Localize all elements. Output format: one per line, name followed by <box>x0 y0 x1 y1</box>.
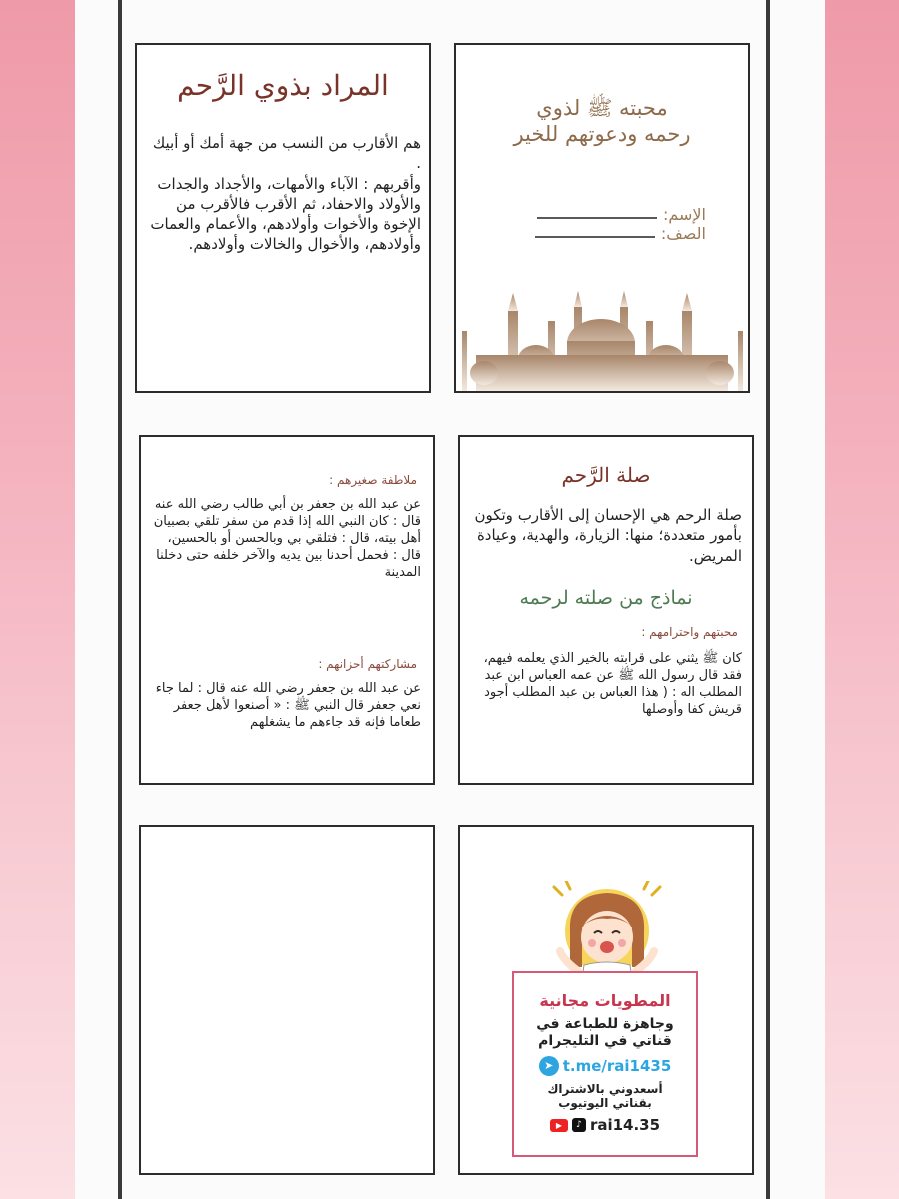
meaning-panel <box>135 43 431 393</box>
student-fields <box>535 205 706 243</box>
grief-text: عن عبد الله بن جعفر رضي الله عنه قال : لما جاء نعي جعفر قال النبي ﷺ : « أصنعوا لأهل جعفر طعاما فإنه قد جاءهم ما يشغلهم <box>155 681 421 730</box>
left-border-line <box>118 0 122 1199</box>
youtube-text <box>514 1082 696 1111</box>
cover-title-line1: محبته ﷺ لذوي <box>536 96 668 120</box>
empty-panel <box>139 825 435 1175</box>
telegram-link[interactable] <box>514 1056 696 1076</box>
meaning-paragraph-2: وأقربهم : الآباء والأمهات، والأجداد والجدات والأولاد والاحفاد، ثم الأقرب فالأقرب من الإخوة والأخوات وأولادهم، والأعمام والعمات وأولادهم، والأخوال والخالات وأولادهم. <box>150 174 421 254</box>
promo-panel <box>458 825 754 1175</box>
kids-label: ملاطفة صغيرهم : <box>329 473 417 487</box>
promo-line-3: أسعدوني بالاشتراك <box>547 1081 663 1096</box>
name-field <box>535 205 706 224</box>
grief-label: مشاركتهم أحزانهم : <box>318 657 417 671</box>
mosque-silhouette-icon <box>456 281 748 391</box>
promo-box <box>512 971 698 1157</box>
silat-panel <box>458 435 754 785</box>
promo-line-1: وجاهزة للطباعة في <box>536 1016 674 1032</box>
promo-line-4: بقناتي اليوتيوب <box>558 1095 652 1110</box>
right-border-line <box>766 0 770 1199</box>
love-label: محبتهم واحترامهم : <box>641 625 738 639</box>
cover-title-line2: رحمه ودعوتهم للخير <box>513 122 691 147</box>
meaning-body <box>145 133 421 255</box>
silat-title: صلة الرَّحم <box>561 463 651 487</box>
youtube-icon: ▶ <box>550 1119 568 1132</box>
kids-panel <box>139 435 435 785</box>
cover-panel <box>454 43 750 393</box>
kids-text: عن عبد الله بن جعفر بن أبي طالب رضي الله عنه قال : كان النبي الله إذا قدم من سفر تلقي بصبيان أهل بيته، قال : فتلقي بي وبالحسن أو بالحسين، قال : فحمل أحدنا بين يديه والآخر خلفه حتى دخلنا المدينة <box>153 497 421 580</box>
meaning-paragraph-1: هم الأقارب من النسب من جهة أمك أو أبيك . <box>152 134 421 173</box>
examples-title: نماذج من صلته لرحمه <box>519 587 693 609</box>
telegram-icon: ➤ <box>539 1056 559 1076</box>
telegram-text <box>514 1016 696 1050</box>
meaning-title: المراد بذوي الرَّحم <box>177 69 389 102</box>
name-line <box>537 217 657 219</box>
youtube-handle: rai14.35 <box>589 1116 661 1135</box>
love-text: كان ﷺ يثني على قرابته بالخير الذي يعلمه فيهم، فقد قال رسول الله ﷺ عن عمه العباس ابن عبد المطلب اله : ( هذا العباس بن عبد المطلب أجود قريش كفا وأوصلها <box>483 651 742 717</box>
youtube-link[interactable] <box>514 1116 696 1134</box>
class-line <box>535 236 655 238</box>
promo-line-2: قناتي في التليجرام <box>538 1032 672 1049</box>
tiktok-icon: ♪ <box>572 1118 586 1132</box>
telegram-handle: t.me/rai1435 <box>562 1056 672 1075</box>
promo-title: المطويات مجانية <box>539 991 671 1010</box>
name-label: الإسم: <box>662 205 706 224</box>
cover-title <box>456 95 748 148</box>
silat-text: صلة الرحم هي الإحسان إلى الأقارب وتكون بأمور متعددة؛ منها: الزيارة، والهدية، وعيادة المريض. <box>474 506 742 565</box>
class-label: الصف: <box>660 224 706 243</box>
class-field <box>535 224 706 243</box>
